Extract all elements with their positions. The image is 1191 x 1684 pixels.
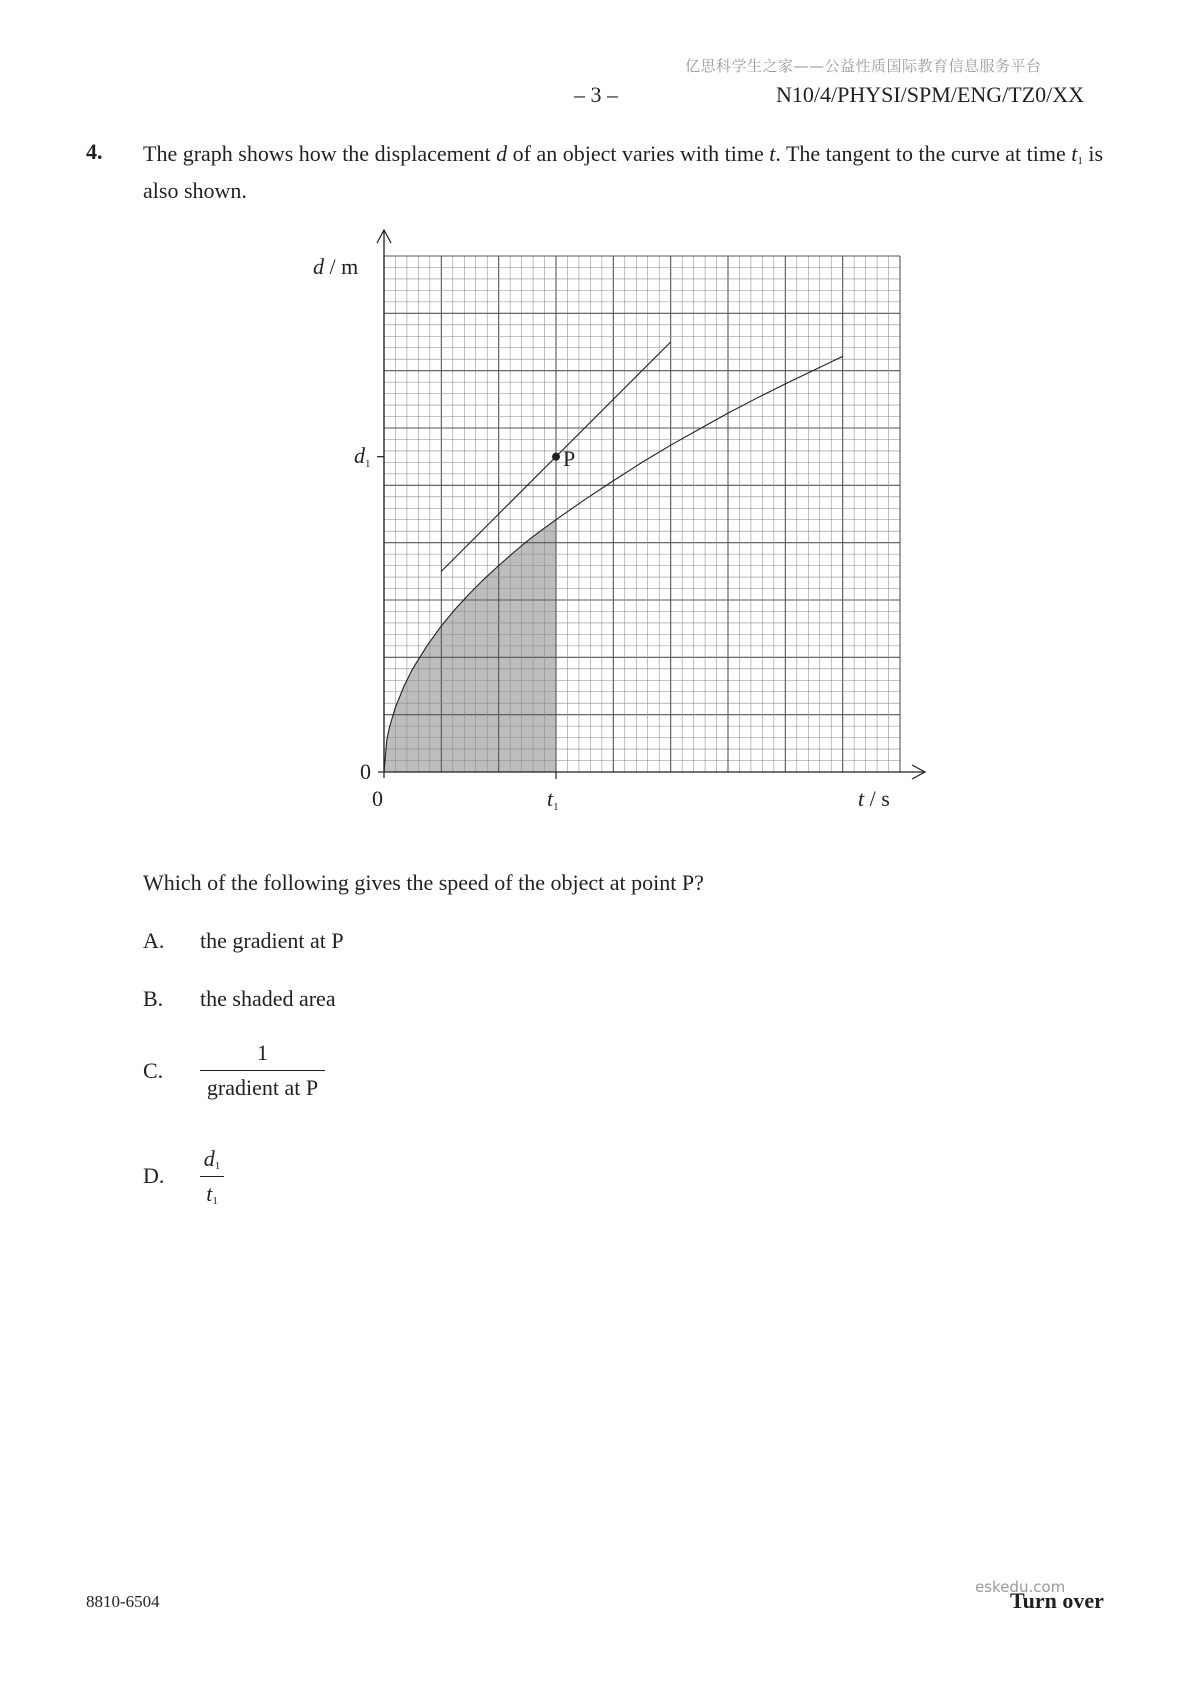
question-number: 4. [86, 139, 103, 164]
paper-code: N10/4/PHYSI/SPM/ENG/TZ0/XX [776, 82, 1085, 107]
option-d-denominator: $t_1$ [206, 1181, 218, 1207]
y-origin-label: 0 [360, 759, 371, 784]
page-number: – 3 – [574, 82, 618, 107]
option-a-text: the gradient at P [200, 928, 344, 953]
option-d-numerator: $d_1$ [200, 1146, 224, 1177]
point-p [552, 453, 560, 461]
x-origin-label: 0 [372, 786, 383, 811]
option-a-letter: A. [143, 928, 165, 953]
option-b-letter: B. [143, 986, 164, 1011]
header-watermark: 亿思科学生之家——公益性质国际教育信息服务平台 [685, 57, 1042, 75]
option-c-letter: C. [143, 1058, 164, 1083]
y-axis-label: d / m [313, 254, 359, 279]
x-marker-label: t1 [547, 786, 559, 813]
point-p-dot [552, 453, 560, 461]
option-d-letter: D. [143, 1163, 165, 1188]
option-c-numerator: 1 [200, 1040, 325, 1071]
footer-code: 8810-6504 [86, 1592, 160, 1611]
point-p-label: P [563, 446, 576, 471]
option-d-fraction [200, 1146, 224, 1207]
option-c-fraction [200, 1040, 325, 1101]
y-marker-label: d1 [354, 443, 371, 470]
prompt-text: Which of the following gives the speed of the object at point P? [143, 870, 704, 895]
footer-watermark: eskedu.com [975, 1578, 1066, 1596]
option-b-text: the shaded area [200, 986, 336, 1011]
turn-over-label: Turn over [1010, 1588, 1104, 1613]
question-text: The graph shows how the displacement d of an object varies with time t. The tangent to the curve at time $t_1$ is also shown. [143, 141, 1104, 203]
option-c-denominator: gradient at P [206, 1075, 319, 1100]
x-axis-label: t / s [858, 786, 890, 811]
